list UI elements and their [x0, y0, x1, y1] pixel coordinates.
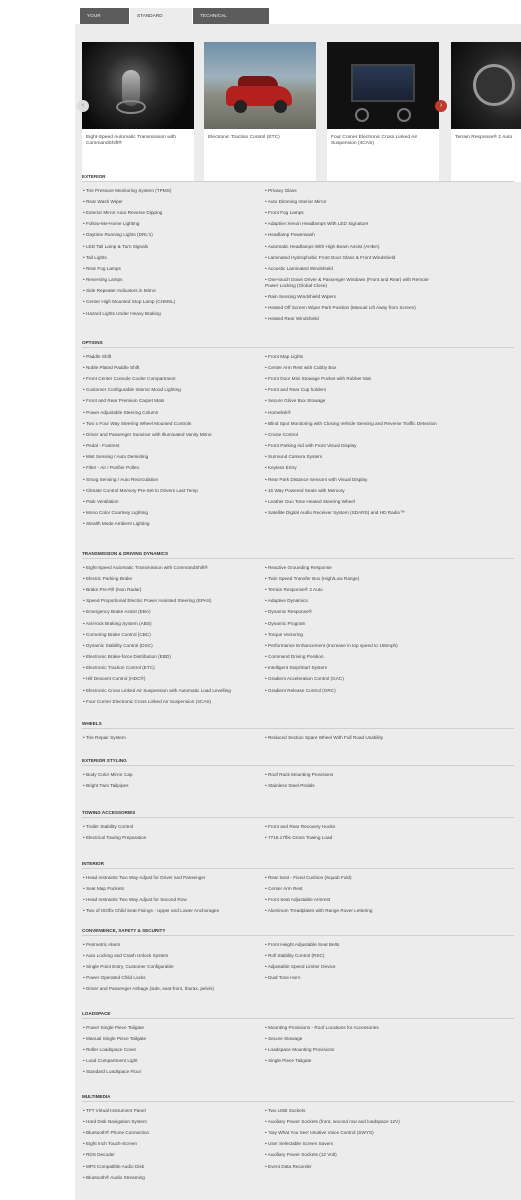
feature-item: • Torque Vectoring [265, 632, 440, 638]
section-options [82, 340, 514, 527]
feature-item: • Front Seat Adjustable Armrest [265, 897, 440, 903]
feature-item: • 'Say What You See' Intuitive Voice Control (SWYS) [265, 1130, 440, 1136]
feature-item: • Front Center Console Cooler Compartment [83, 376, 258, 382]
section-title: WHEELS [82, 721, 514, 729]
feature-item: • 16 Way Powered Seats with Memory [265, 488, 440, 494]
feature-item: • Two of ISOfix Child Seat Fixings - Upper and Lower Anchorages [83, 908, 258, 914]
feature-item: • Daytime Running Lights (DRL's) [83, 232, 258, 238]
feature-item: • Front Height Adjustable Seat Belts [265, 942, 440, 948]
feature-item: • Dynamic Program [265, 621, 440, 627]
feature-item: • 7716.17lbs Gross Towing Load [265, 835, 440, 841]
carousel-card-traction-control[interactable] [204, 42, 316, 182]
feature-column-right [265, 729, 440, 740]
feature-item: • Mono Color Courtesy Lighting [83, 510, 258, 516]
feature-item: • Customer Configurable Interior Mood Lighting [83, 387, 258, 393]
feature-item: • Roller Loadspace Cover [83, 1047, 258, 1053]
feature-item: • Rear Seat - Fixed Cushion (Squab Fold) [265, 875, 440, 881]
feature-item: • Tire Pressure Monitoring System (TPMS) [83, 188, 258, 194]
feature-item: • Intelligent Stop/Start System [265, 665, 440, 671]
feature-item: • Seat Map Pockets [83, 886, 258, 892]
feature-item: • Driver and Passenger Airbags (side, seat-front, thorax, pelvis) [83, 986, 258, 992]
feature-item: • Bluetooth® Phone Connection [83, 1130, 258, 1136]
standard-features-panel [75, 24, 521, 1200]
section-exterior [82, 174, 514, 322]
feature-item: • Gradient Release Control (GRC) [265, 688, 440, 694]
carousel-card-caption: Electronic Traction Control (ETC) [208, 135, 280, 140]
section-title: MULTIMEDIA [82, 1094, 514, 1102]
carousel-card-air-suspension[interactable] [327, 42, 439, 182]
feature-item: • Adaptive Dynamics [265, 598, 440, 604]
feature-item: • Hazard Lights Under Heavy Braking [83, 311, 258, 317]
feature-item: • Filter - Air / Purifier Pollen [83, 465, 258, 471]
feature-item: • Satellite Digital Audio Receiver System (SDARS) and HD Radio™ [265, 510, 440, 516]
feature-item: • Front Door Mini Stowage Pocket with Rubber Mat [265, 376, 440, 382]
feature-item: • Emergency Brake Assist (EBA) [83, 609, 258, 615]
section-transmission-driving-dynamics [82, 551, 514, 704]
feature-item: • Command Driving Position [265, 654, 440, 660]
feature-item: • RDS Decoder [83, 1152, 258, 1158]
feature-item: • Cruise Control [265, 432, 440, 438]
tab-your-choices[interactable]: YOUR [80, 8, 129, 24]
feature-item: • Paddle Shift [83, 354, 258, 360]
feature-item: • Hill Descent Control (HDC®) [83, 676, 258, 682]
feature-column-left [83, 1102, 258, 1180]
feature-item: • Body Color Mirror Cap [83, 772, 258, 778]
feature-item: • Gradient Acceleration Control (GAC) [265, 676, 440, 682]
feature-item: • Head restraints Two Way Adjust for Second Row [83, 897, 258, 903]
section-exterior-styling [82, 758, 514, 788]
chevron-right-icon[interactable]: › [435, 100, 447, 112]
feature-item: • Terrain Response® 2 Auto [265, 587, 440, 593]
feature-item: • Front Fog Lamps [265, 210, 440, 216]
feature-column-right [265, 818, 440, 840]
feature-item: • Headlamp Powerwash [265, 232, 440, 238]
feature-item: • Homelink® [265, 410, 440, 416]
feature-item: • Anti-lock Braking System (ABS) [83, 621, 258, 627]
feature-item: • Blind Spot Monitoring with Closing Vehicle Sensing and Reverse Traffic Detection [265, 421, 440, 427]
feature-item: • Bright Twin Tailpipes [83, 783, 258, 789]
feature-item: • Electronic Traction Control (ETC) [83, 665, 258, 671]
section-title: OPTIONS [82, 340, 514, 348]
feature-item: • Center Arm Rest with Cubby Box [265, 365, 440, 371]
section-multimedia [82, 1094, 514, 1180]
feature-item: • Electric Parking Brake [83, 576, 258, 582]
feature-item: • Auto Dimming Interior Mirror [265, 199, 440, 205]
feature-item: • Front Map Lights [265, 354, 440, 360]
feature-item: • Power Operated Child Locks [83, 975, 258, 981]
section-title: LOADSPACE [82, 1011, 514, 1019]
section-wheels [82, 721, 514, 740]
tab-technical-specifications[interactable]: TECHNICAL [193, 8, 269, 24]
feature-item: • Two USB Sockets [265, 1108, 440, 1114]
feature-item: • Loadspace Mounting Provisions [265, 1047, 440, 1053]
feature-item: • Twin Speed Transfer Box (High/Low Range) [265, 576, 440, 582]
section-title: EXTERIOR STYLING [82, 758, 514, 766]
feature-column-left [83, 729, 258, 740]
traction-control-image [204, 42, 316, 129]
feature-item: • Four Corner Electronic Cross Linked Air Suspension (4CAS) [83, 699, 258, 705]
feature-item: • Rear Fog Lamps [83, 266, 258, 272]
feature-item: • Electronic Brake-force Distribution (EBD) [83, 654, 258, 660]
feature-item: • Roof Rack Mounting Provisions [265, 772, 440, 778]
feature-item: • Secure Glove Box Stowage [265, 398, 440, 404]
feature-item: • Driver and Passenger Sunvisor with Illuminated Vanity Mirror [83, 432, 258, 438]
feature-column-left [83, 766, 258, 788]
feature-column-right [265, 1019, 440, 1064]
carousel-card-terrain-response[interactable] [451, 42, 521, 182]
feature-column-left [83, 182, 258, 316]
feature-item: • Tail Lights [83, 255, 258, 261]
feature-item: • Secure Stowage [265, 1036, 440, 1042]
feature-item: • Eight Inch Touch-Screen [83, 1141, 258, 1147]
feature-item: • Front and Rear Recovery Hooks [265, 824, 440, 830]
feature-item: • Follow-Me-Home Lighting [83, 221, 258, 227]
carousel-card-transmission[interactable] [82, 42, 194, 182]
feature-item: • Hard Disk Navigation System [83, 1119, 258, 1125]
feature-item: • Dynamic Response® [265, 609, 440, 615]
feature-column-right [265, 936, 440, 981]
feature-item: • Auxiliary Power Sockets (front, second row and loadspace 12V) [265, 1119, 440, 1125]
feature-column-left [83, 559, 258, 704]
feature-column-left [83, 818, 258, 840]
feature-column-right [265, 1102, 440, 1169]
feature-item: • Brake Pre-Fill (Non Radar) [83, 587, 258, 593]
feature-item: • Laminated Hydrophobic Front Door Glass & Front Windshield [265, 255, 440, 261]
feature-item: • Tire Repair System [83, 735, 258, 741]
section-title: INTERIOR [82, 861, 514, 869]
feature-item: • Electrical Towing Preparation [83, 835, 258, 841]
feature-item: • Pedal - Footrest [83, 443, 258, 449]
feature-column-left [83, 348, 258, 527]
feature-item: • Smog Sensing / Auto Recirculation [83, 477, 258, 483]
feature-item: • Heated Rear Windshield [265, 316, 440, 322]
feature-item: • Acoustic Laminated Windshield [265, 266, 440, 272]
feature-item: • Mounting Provisions - Roof Locations for Accessories [265, 1025, 440, 1031]
section-title: TRANSMISSION & DRIVING DYNAMICS [82, 551, 514, 559]
feature-item: • MP3 Compatible Audio Disk [83, 1164, 258, 1170]
feature-column-right [265, 182, 440, 322]
feature-item: • Center High Mounted Stop Lamp (CHMSL) [83, 299, 258, 305]
feature-item: • Rear Wash Wiper [83, 199, 258, 205]
feature-item: • LED Tail Lamp & Turn Signals [83, 244, 258, 250]
feature-item: • TFT Virtual Instrument Panel [83, 1108, 258, 1114]
feature-item: • Front Parking Aid with Front Visual Display [265, 443, 440, 449]
feature-item: • Head restraints Two Way Adjust for Driver and Passenger [83, 875, 258, 881]
feature-item: • Cornering Brake Control (CBC) [83, 632, 258, 638]
feature-item: • Keyless Entry [265, 465, 440, 471]
chevron-left-icon[interactable]: ‹ [77, 100, 89, 112]
feature-item: • Adjustable Speed Limiter Device [265, 964, 440, 970]
feature-column-left [83, 1019, 258, 1075]
section-title: EXTERIOR [82, 174, 514, 182]
feature-item: • Dual Tone Horn [265, 975, 440, 981]
feature-item: • Rain Sensing Windshield Wipers [265, 294, 440, 300]
feature-item: • Eight-Speed Automatic Transmission with CommandShift® [83, 565, 258, 571]
transmission-image [82, 42, 194, 129]
feature-item: • Load Compartment Light [83, 1058, 258, 1064]
feature-item: • Front and Rear Cup holders [265, 387, 440, 393]
feature-item: • Surround Camera System [265, 454, 440, 460]
feature-item: • Two x Four Way Steering Wheel Mounted Controls [83, 421, 258, 427]
feature-item: • Center Arm Rest [265, 886, 440, 892]
feature-item: • Heated Off Screen Wiper Park Position (Manual Lift Away from Screen) [265, 305, 440, 311]
feature-item: • Perimetric Alarm [83, 942, 258, 948]
section-interior [82, 861, 514, 914]
feature-item: • Auxiliary Power Sockets (12 Volt) [265, 1152, 440, 1158]
air-suspension-image [327, 42, 439, 129]
feature-item: • Aluminum Treadplates with Range Rover Lettering [265, 908, 440, 914]
feature-item: • Rear Park Distance Sensors with Visual Display [265, 477, 440, 483]
feature-item: • Power Adjustable Steering Column [83, 410, 258, 416]
feature-item: • Manual Single Piece Tailgate [83, 1036, 258, 1042]
carousel-card-caption: Eight-Speed Automatic Transmission with CommandShift® [86, 135, 176, 146]
feature-item: • Mist Sensing / Auto Demisting [83, 454, 258, 460]
feature-item: • Reduced Section Spare Wheel With Full Road Usability [265, 735, 440, 741]
feature-item: • One-touch Down Driver & Passenger Windows (Front and Rear) with Remote Power Locking (Global Close) [265, 277, 440, 288]
feature-item: • Noble Plated Paddle Shift [83, 365, 258, 371]
feature-carousel [75, 42, 521, 184]
feature-item: • Standard Loadspace Floor [83, 1069, 258, 1075]
section-convenience-safety-security [82, 928, 514, 992]
feature-item: • Park Ventilation [83, 499, 258, 505]
feature-item: • Roll Stability Control (RSC) [265, 953, 440, 959]
feature-item: • Front and Rear Premium Carpet Mats [83, 398, 258, 404]
feature-item: • Trailer Stability Control [83, 824, 258, 830]
feature-column-left [83, 936, 258, 992]
feature-column-right [265, 559, 440, 693]
feature-item: • Adaptive Xenon Headlamps With LED Signature [265, 221, 440, 227]
feature-item: • Automatic Headlamps With High Beam Assist (AHBA) [265, 244, 440, 250]
feature-item: • Privacy Glass [265, 188, 440, 194]
section-towing-accessories [82, 810, 514, 840]
feature-item: • Single Piece Tailgate [265, 1058, 440, 1064]
section-title: CONVENIENCE, SAFETY & SECURITY [82, 928, 514, 936]
section-title: TOWING ACCESSORIES [82, 810, 514, 818]
feature-column-right [265, 348, 440, 516]
feature-tabs [80, 8, 269, 24]
feature-item: • Speed Proportional Electric Power Assisted Steering (EPAS) [83, 598, 258, 604]
feature-item: • Leather Duo Tone Heated Steering Wheel [265, 499, 440, 505]
feature-item: • Stainless Steel Pedals [265, 783, 440, 789]
feature-item: • Auto Locking and Crash Unlock System [83, 953, 258, 959]
tab-standard-features[interactable]: STANDARD [130, 8, 192, 24]
feature-item: • Single Point Entry, Customer Configurable [83, 964, 258, 970]
feature-column-right [265, 766, 440, 788]
feature-item: • Stealth Mode Ambient Lighting [83, 521, 258, 527]
feature-item: • Reversing Lamps [83, 277, 258, 283]
feature-item: • Electronic Cross Linked Air Suspension with Automatic Load Levelling [83, 688, 258, 694]
feature-item: • User Selectable Screen Savers [265, 1141, 440, 1147]
feature-column-left [83, 869, 258, 914]
feature-column-right [265, 869, 440, 914]
feature-item: • Side Repeater Indicators in Mirror [83, 288, 258, 294]
feature-item: • Event Data Recorder [265, 1164, 440, 1170]
carousel-card-caption: Four Corner Electronic Cross Linked Air Suspension (4CAS) [331, 135, 418, 146]
carousel-card-caption: Terrain Response® 2 Auto [455, 135, 513, 140]
feature-item: • Bluetooth® Audio Streaming [83, 1175, 258, 1181]
feature-item: • Reactive Grounding Response [265, 565, 440, 571]
terrain-response-image [451, 42, 521, 129]
section-loadspace [82, 1011, 514, 1075]
feature-item: • Dynamic Stability Control (DSC) [83, 643, 258, 649]
feature-item: • Performance Enhancement (Increase in top speed to 155mph) [265, 643, 440, 649]
feature-item: • Exterior Mirror Auto Reverse Dipping [83, 210, 258, 216]
feature-item: • Climate Control Memory Pre-Set to Drivers Last Temp [83, 488, 258, 494]
feature-item: • Power Single Piece Tailgate [83, 1025, 258, 1031]
